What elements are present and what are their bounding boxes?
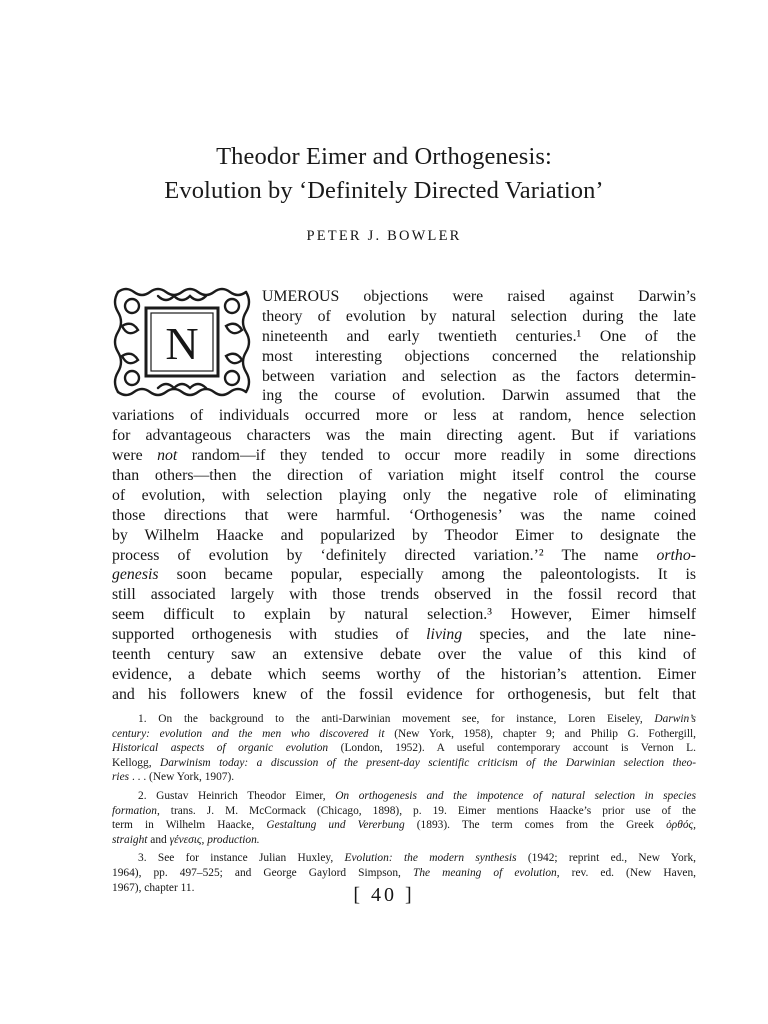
footnote-line: ries . . . (New York, 1907). [112, 771, 235, 784]
body-line: by Wilhelm Haacke and popularized by Theodor Eimer to designate the [112, 526, 696, 544]
footnotes [112, 712, 696, 899]
footnote-line: formation, trans. J. M. McCormack (Chicago, 1898), p. 19. Eimer mentions Haacke’s prior use of the [112, 804, 696, 817]
body-line: process of evolution by ‘definitely directed variation.’² The name ortho- [112, 546, 696, 564]
footnote-line: straight and γένεσις, production. [112, 833, 260, 846]
ornament-frame-icon [112, 286, 252, 398]
footnote [112, 789, 696, 847]
footnote-line: century: evolution and the men who discovered it (New York, 1958), chapter 9; and Philip G. Fothergill, [112, 727, 696, 740]
article-title-line-2: Evolution by ‘Definitely Directed Variation’ [164, 177, 604, 204]
body-line: between variation and selection as the factors determin- [262, 367, 696, 385]
article-header [0, 140, 768, 245]
body-line: were not random—if they tended to occur more readily in some directions [112, 447, 697, 465]
author-name: PETER J. BOWLER [306, 228, 462, 244]
body-line: for advantageous characters was the main directing agent. But if variations [112, 427, 696, 445]
article-body [112, 287, 696, 705]
body-line: of evolution, with selection playing only the negative role of eliminating [112, 486, 696, 504]
body-line: ing the course of evolution. Darwin assumed that the [262, 387, 696, 405]
footnote-line: term in Wilhelm Haacke, Gestaltung und Vererbung (1893). The term comes from the Greek ὀρθός, [112, 819, 696, 832]
body-line: nineteenth and early twentieth centuries.¹ One of the [262, 327, 696, 345]
footnote-line: Kellogg, Darwinism today: a discussion of the present-day scientific criticism of the Darwinian selection theo- [112, 756, 696, 769]
body-line: most interesting objections concerned the relationship [262, 347, 696, 365]
body-line: evidence, a debate which seems worthy of the historian’s attention. Eimer [112, 665, 696, 683]
body-line: theory of evolution by natural selection during the late [262, 307, 696, 325]
footnote-line: 2. Gustav Heinrich Theodor Eimer, On orthogenesis and the impotence of natural selection in species [138, 789, 697, 802]
ornamental-initial [112, 286, 252, 398]
body-line: still associated largely with those trends observed in the fossil record that [112, 586, 696, 604]
body-line: teenth century saw an extensive debate over the value of this kind of [112, 646, 696, 664]
body-line: supported orthogenesis with studies of living species, and the late nine- [112, 626, 696, 644]
body-line: seem difficult to explain by natural selection.³ However, Eimer himself [112, 606, 696, 624]
body-line: UMEROUS objections were raised against Darwin’s [262, 288, 696, 305]
dropcap-letter: N [165, 318, 199, 369]
footnote [112, 712, 696, 785]
footnote-line: 3. See for instance Julian Huxley, Evolution: the modern synthesis (1942; reprint ed., New York, [138, 852, 696, 865]
body-line: than others—then the direction of variation might itself control the course [112, 467, 696, 485]
footnote-line: 1. On the background to the anti-Darwinian movement see, for instance, Loren Eiseley, Darwin’s [138, 713, 696, 725]
body-line: genesis soon became popular, especially among the paleontologists. It is [112, 566, 696, 584]
page-number: [ 40 ] [353, 884, 415, 906]
footnote-line: Historical aspects of organic evolution (London, 1952). A useful contemporary account is Vernon L. [112, 742, 696, 755]
footnote-line: 1964), pp. 497–525; and George Gaylord Simpson, The meaning of evolution, rev. ed. (New Haven, [112, 866, 696, 879]
body-line: variations of individuals occurred more or less at random, hence selection [112, 407, 696, 425]
footnote-line: 1967), chapter 11. [112, 881, 195, 894]
body-line: those directions that were harmful. ‘Orthogenesis’ was the name coined [112, 506, 696, 524]
article-title-line-1: Theodor Eimer and Orthogenesis: [216, 143, 552, 170]
body-line: and his followers knew of the fossil evidence for orthogenesis, but felt that [112, 685, 696, 703]
